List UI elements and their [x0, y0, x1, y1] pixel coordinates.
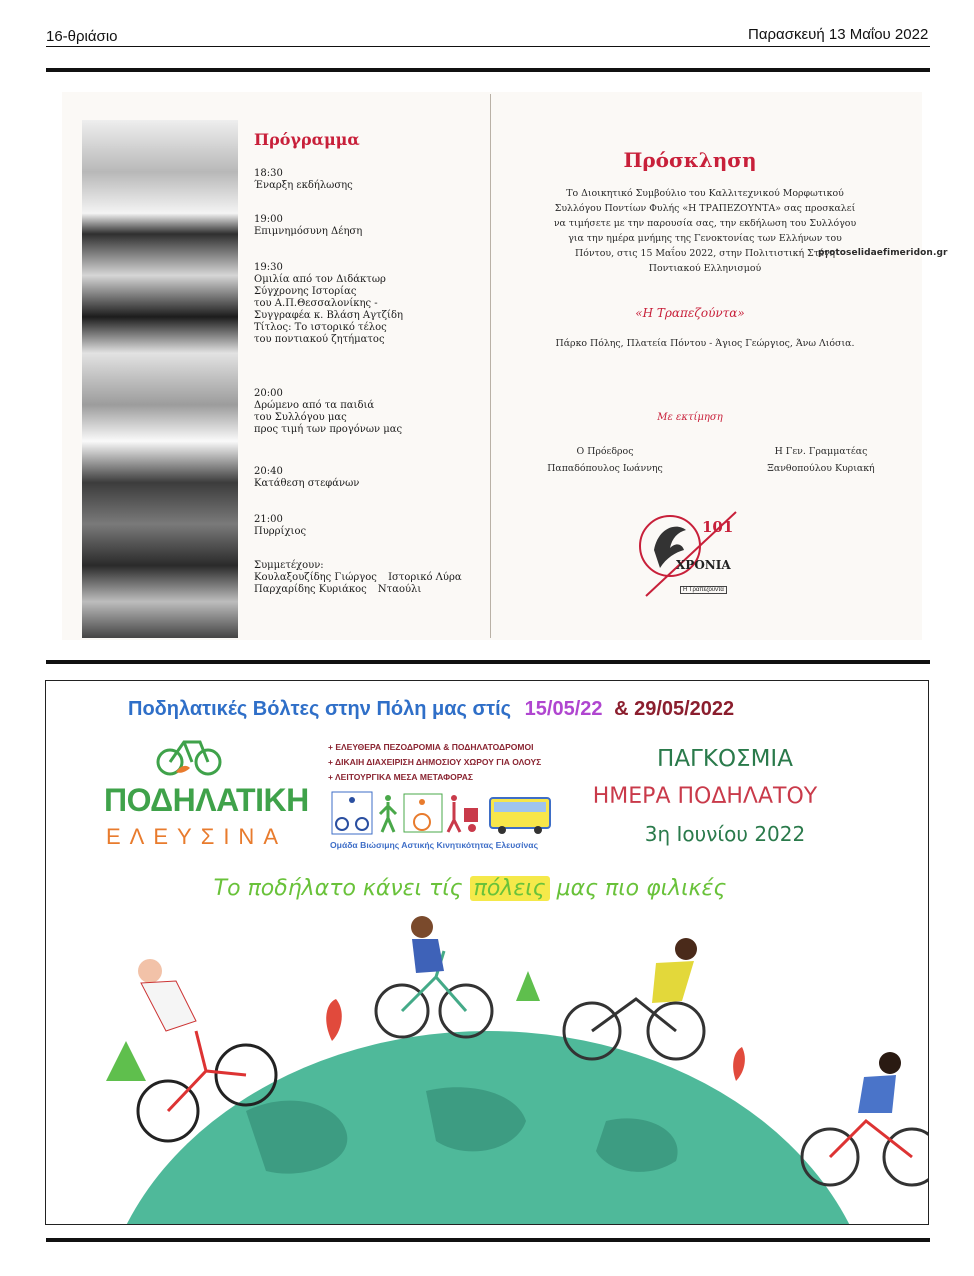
program-item-5	[254, 466, 359, 490]
parent-stroller-icon	[451, 795, 457, 801]
program-note: Τίτλος: Το ιστορικό τέλος	[254, 322, 387, 333]
participant-role: Νταούλι	[377, 584, 422, 595]
emblem-sub: Η Τραπεζούντα	[680, 586, 727, 594]
slogan-highlight: πόλεις	[470, 876, 550, 901]
anniversary-emblem	[636, 508, 746, 604]
cyclist-body-icon	[141, 981, 196, 1031]
program-note: του ποντιακού ζητήματος	[254, 334, 385, 345]
program-text: Σύγχρονης Ιστορίας	[254, 286, 357, 297]
program-text: Κατάθεση στεφάνων	[254, 478, 360, 489]
program-item-6	[254, 514, 306, 538]
header-rule	[46, 46, 930, 47]
program-text: του Α.Π.Θεσσαλονίκης -	[254, 298, 378, 309]
leaf-icon	[326, 999, 342, 1041]
slogan-text: μας πιο φιλικές	[556, 876, 727, 901]
secretary-signature	[736, 446, 906, 474]
president-name: Παπαδόπουλος Ιωάννης	[547, 463, 663, 474]
poster-title	[128, 698, 734, 721]
event-place: Πάρκο Πόλης, Πλατεία Πόντου - Άγιος Γεώργιος, Άνω Λιόσια.	[555, 338, 855, 349]
demands-list	[328, 740, 541, 785]
program-time: 19:00	[254, 214, 283, 225]
bicycle-logo-icon	[156, 734, 222, 778]
slogan-text: Το ποδήλατο κάνει τίς	[213, 876, 463, 901]
cyclist-far-right-icon	[802, 1121, 929, 1185]
program-time: 20:00	[254, 388, 283, 399]
program-time: 19:30	[254, 262, 283, 273]
section-rule-top	[46, 68, 930, 72]
cyclist-body-icon	[412, 939, 444, 973]
participant-name: Παρχαρίδης Κυριάκος	[254, 584, 367, 595]
demand-text: ΕΛΕΥΘΕΡΑ ΠΕΖΟΔΡΟΜΙΑ & ΠΟΔΗΛΑΤΟΔΡΟΜΟΙ	[335, 742, 534, 752]
mobility-icons	[330, 790, 554, 836]
participant-role: Ιστορικό Λύρα	[388, 572, 462, 583]
cyclist-head-icon	[138, 959, 162, 983]
invitation-line: για την ημέρα μνήμης της Γενοκτονίας των Ελλήνων του	[568, 233, 842, 244]
program-time: 18:30	[254, 168, 283, 179]
regards: Με εκτίμηση	[657, 412, 723, 423]
invitation-line: Ποντιακού Ελληνισμού	[648, 263, 762, 274]
page-date: Παρασκευή 13 Μαΐου 2022	[748, 26, 929, 43]
participants	[254, 560, 462, 596]
program-item-1	[254, 168, 353, 192]
program-text: Συγγραφέα κ. Βλάση Αγτζίδη	[254, 310, 403, 321]
emblem-number: 101	[702, 518, 734, 536]
secretary-role: Η Γεν. Γραμματέας	[774, 446, 868, 457]
invitation-body	[510, 186, 900, 276]
section-rule-bottom	[46, 1238, 930, 1242]
cyclist-head-icon	[411, 916, 433, 938]
tree-icon	[516, 971, 540, 1001]
logo-line-2: ΕΛΕΥΣΙΝΑ	[106, 824, 287, 849]
tree-icon	[106, 1041, 146, 1081]
president-role: Ο Πρόεδρος	[576, 446, 634, 457]
program-time: 21:00	[254, 514, 283, 525]
program-item-4	[254, 388, 402, 436]
historical-photos-strip	[82, 120, 238, 638]
poster-date-1: 15/05/22	[524, 698, 603, 720]
poster-amp: &	[614, 698, 629, 720]
world-day-line-1: ΠΑΓΚΟΣΜΙΑ	[657, 746, 793, 772]
invitation-line: να τιμήσετε με την παρουσία σας, την εκδήλωση του Συλλόγου	[553, 218, 857, 229]
program-text: Επιμνημόσυνη Δέηση	[254, 226, 363, 237]
invitation-line: Το Διοικητικό Συμβούλιο του Καλλιτεχνικού Μορφωτικού	[566, 188, 844, 199]
invitation-title: Πρόσκληση	[623, 148, 757, 172]
association-name: «Η Τραπεζούντα»	[635, 306, 745, 320]
program-item-2	[254, 214, 362, 238]
poster-title-text: Ποδηλατικές Βόλτες στην Πόλη μας στίς	[128, 698, 512, 720]
slogan	[150, 876, 790, 901]
emblem-word: ΧΡΟΝΙΑ	[676, 558, 731, 572]
cyclist-body-icon	[652, 961, 694, 1003]
cyclist-head-icon	[675, 938, 697, 960]
participant-row	[254, 572, 462, 584]
program-title: Πρόγραμμα	[254, 130, 360, 149]
program-text: Έναρξη εκδήλωσης	[254, 180, 353, 191]
program-text: προς τιμή των προγόνων μας	[254, 424, 403, 435]
participant-name: Κουλαξουζίδης Γιώργος	[254, 572, 377, 583]
pedestrian-icon	[385, 795, 391, 801]
program-item-3	[254, 262, 403, 346]
participant-row	[254, 584, 462, 596]
poster-date-2: 29/05/2022	[634, 698, 735, 720]
leaf-icon	[733, 1047, 745, 1081]
participants-label: Συμμετέχουν:	[254, 560, 324, 571]
invitation-line: Συλλόγου Ποντίων Φυλής «Η ΤΡΑΠΕΖΟΥΝΤΑ» σας προσκαλεί	[554, 203, 856, 214]
world-day-line-2: ΗΜΕΡΑ ΠΟΔΗΛΑΤΟΥ	[592, 784, 818, 809]
program-text: Ομιλία από τον Διδάκτωρ	[254, 274, 386, 285]
group-name: Ομάδα Βιώσιμης Αστικής Κινητικότητας Ελευσίνας	[330, 840, 539, 850]
program-text: Δρώμενο από τα παιδιά	[254, 400, 375, 411]
president-signature	[520, 446, 690, 474]
demand-text: ΔΙΚΑΙΗ ΔΙΑΧΕΙΡΙΣΗ ΔΗΜΟΣΙΟΥ ΧΩΡΟΥ ΓΙΑ ΟΛΟΥΣ	[335, 757, 542, 767]
page-label: 16-θριάσιο	[46, 28, 118, 45]
demand-item: + ΕΛΕΥΘΕΡΑ ΠΕΖΟΔΡΟΜΙΑ & ΠΟΔΗΛΑΤΟΔΡΟΜΟΙ	[328, 742, 534, 752]
invitation-line: Πόντου, στις 15 Μαΐου 2022, στην Πολιτιστική Στέγη	[575, 248, 835, 259]
program-time: 20:40	[254, 466, 283, 477]
secretary-name: Ξανθοπούλου Κυριακή	[767, 463, 875, 474]
world-day-date: 3η Ιουνίου 2022	[644, 822, 806, 846]
logo-line-1: ΠΟΔΗΛΑΤΙΚΗ	[104, 782, 309, 818]
program-text: Πυρρίχιος	[254, 526, 307, 537]
demand-item: + ΛΕΙΤΟΥΡΓΙΚΑ ΜΕΣΑ ΜΕΤΑΦΟΡΑΣ	[328, 772, 474, 782]
section-rule-middle	[46, 660, 930, 664]
invitation-fold-line	[490, 94, 491, 638]
cyclist-body-icon	[858, 1075, 896, 1113]
watermark: protoselidaefimeridon.gr	[818, 248, 948, 258]
cyclist-head-icon	[879, 1052, 901, 1074]
program-text: του Συλλόγου μας	[254, 412, 347, 423]
demand-text: ΛΕΙΤΟΥΡΓΙΚΑ ΜΕΣΑ ΜΕΤΑΦΟΡΑΣ	[335, 772, 474, 782]
demand-item: + ΔΙΚΑΙΗ ΔΙΑΧΕΙΡΙΣΗ ΔΗΜΟΣΙΟΥ ΧΩΡΟΥ ΓΙΑ ΟΛΟΥΣ	[328, 757, 542, 767]
